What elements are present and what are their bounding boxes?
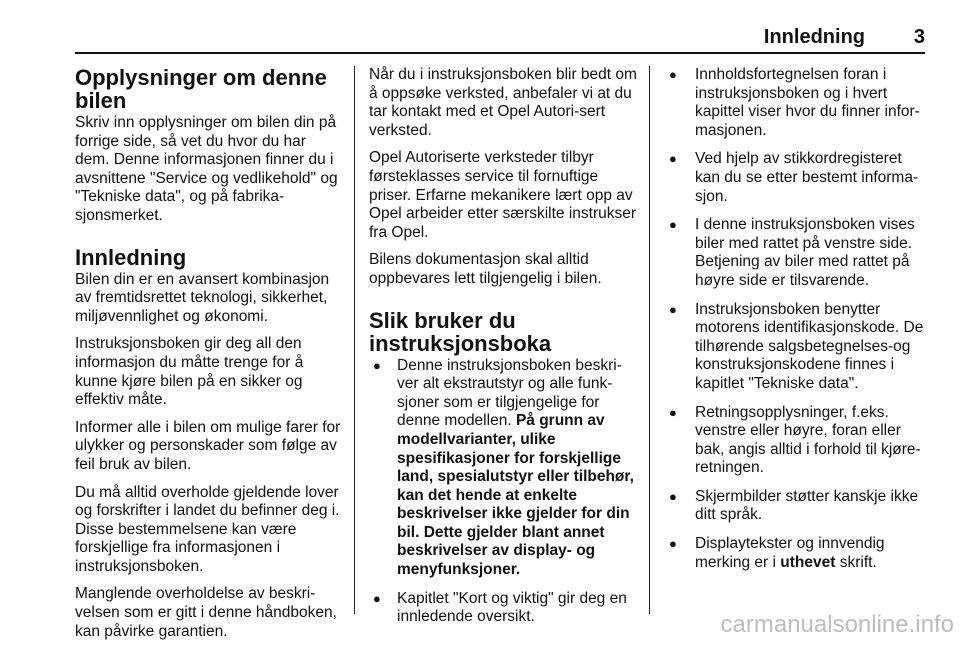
chapter-title: Innledning	[763, 26, 865, 48]
section-heading-vehicle-info: Opplysninger om denne bilen	[75, 65, 327, 113]
paragraph: Instruksjonsboken gir deg all den informasjon du måtte trenge for å kunne kjøre bilen på en sikker og effektiv måte.	[75, 335, 304, 409]
page-number: 3	[913, 26, 925, 48]
list-item: ● I denne instruksjonsboken vises biler med rattet på venstre side. Betjening av biler med rattet på høyre side er tilsvarende.	[665, 216, 927, 290]
column-divider	[354, 66, 355, 614]
section-heading-introduction: Innledning	[75, 244, 187, 270]
list-item: ● Kapitlet "Kort og viktig" gir deg en innledende oversikt.	[369, 590, 637, 627]
paragraph: Skriv inn opplysninger om bilen din på forrige side, så vet du hvor du har dem. Denne informasjonen finner du i avsnittene "Service og vedlikehold" og "Tekniske data", og på fabrika-sjonsmerket.	[75, 114, 338, 224]
column-left	[75, 66, 343, 650]
paragraph: Når du i instruksjonsboken blir bedt om å oppsøke verksted, anbefaler vi at du tar kontakt med et Opel Autori-sert verksted.	[369, 66, 637, 139]
paragraph: Manglende overholdelse av beskri-velsen som er gitt i denne håndboken, kan påvirke garantien.	[75, 585, 337, 640]
list-item: ● Retningsopplysninger, f.eks. venstre eller høyre, foran eller bak, angis alltid i forhold til kjøre-retningen.	[665, 404, 927, 478]
paragraph: Opel Autoriserte verksteder tilbyr førsteklasses service til fornuftige priser. Erfarne mekanikere lært opp av Opel arbeider etter særskilte instrukser fra Opel.	[369, 149, 637, 241]
column-divider	[649, 66, 650, 614]
list-item: ● Displaytekster og innvendig merking er i uthevet skrift.	[665, 535, 927, 572]
header-rule	[75, 52, 925, 54]
paragraph: Bilen din er en avansert kombinasjon av fremtidsrettet teknologi, sikkerhet, miljøvennlighet og økonomi.	[75, 270, 330, 325]
list-item: ● Skjermbilder støtter kanskje ikke ditt språk.	[665, 488, 927, 525]
column-right	[665, 66, 927, 582]
watermark: carmanualsonline.info	[720, 611, 954, 638]
list-item: ● Innholdsfortegnelsen foran i instruksjonsboken og i hvert kapittel viser hvor du finner infor-masjonen.	[665, 66, 927, 140]
paragraph: Du må alltid overholde gjeldende lover og forskrifter i landet du befinner deg i. Disse bestemmelsene kan være forskjellige fra informasjonen i instruksjonsboken.	[75, 483, 340, 575]
bold-text: På grunn av modellvarianter, ulike spesifikasjoner for forskjellige land, spesialutstyr eller tilbehør, kan det hende at enkelte beskrivelser ikke gjelder for din bil. Dette gjelder blant annet beskrivelser av display- og menyfunksjoner.	[397, 412, 634, 579]
page-header	[75, 26, 925, 50]
paragraph: Informer alle i bilen om mulige farer for ulykker og personskader som følge av feil bruk av bilen.	[75, 418, 341, 473]
list-item: ● Instruksjonsboken benytter motorens identifikasjonskode. De tilhørende salgsbetegnelses-og konstruksjonskodene finnes i kapitlet "Tekniske data".	[665, 301, 927, 394]
column-middle	[369, 66, 637, 637]
section-heading-how-to-use: Slik bruker du instruksjonsboka	[369, 307, 552, 356]
paragraph: Bilens dokumentasjon skal alltid oppbevares lett tilgjengelig i bilen.	[369, 251, 602, 287]
list-item: ● Ved hjelp av stikkordregisteret kan du se etter bestemt informa-sjon.	[665, 150, 927, 206]
bold-text: uthevet	[780, 553, 836, 571]
bullet-list	[369, 357, 637, 627]
list-item: ● Denne instruksjonsboken beskri-ver alt ekstrautstyr og alle funk-sjoner som er tilgjengelige for denne modellen. På grunn av modellvarianter, ulike spesifikasjoner for forskjellige land, spesialutstyr eller tilbehør, kan det hende at enkelte beskrivelser ikke gjelder for din bil. Dette gjelder blant annet beskrivelser av display- og menyfunksjoner.	[369, 357, 637, 580]
bullet-list	[665, 66, 927, 572]
